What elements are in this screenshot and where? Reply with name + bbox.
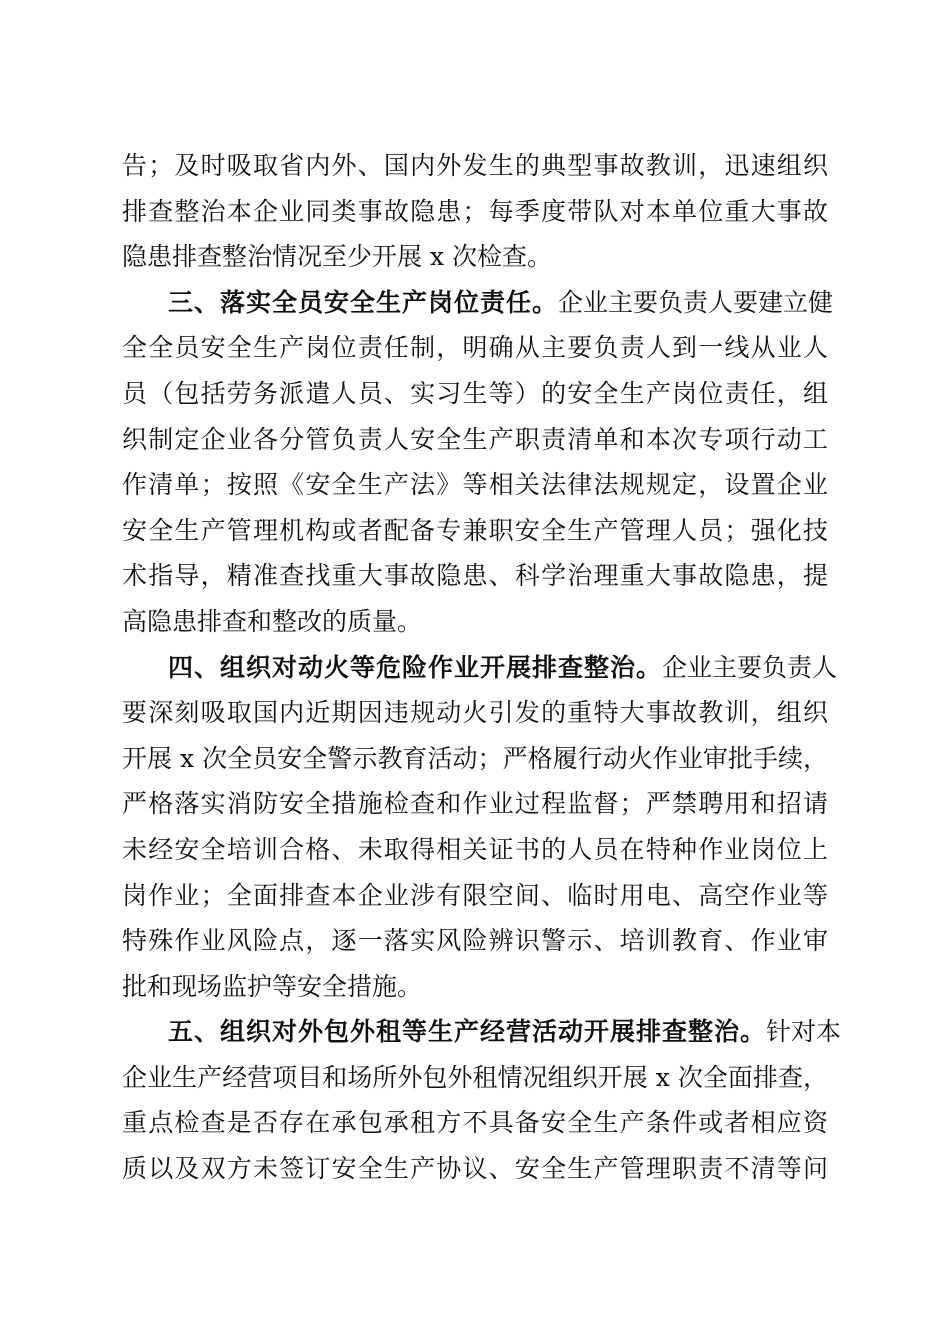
text-line: 高隐患排查和整改的质量。 xyxy=(122,606,423,636)
body-text: 针对本 xyxy=(766,1017,842,1047)
paragraph-section-3 xyxy=(122,280,834,645)
text-line: 要深刻吸取国内近期因违规动火引发的重特大事故教训，组织 xyxy=(122,698,828,728)
text-line: 未经安全培训合格、未取得相关证书的人员在特种作业岗位上 xyxy=(122,834,828,864)
paragraph-first-line xyxy=(122,645,838,691)
text-line: 织制定企业各分管负责人安全生产职责清单和本次专项行动工 xyxy=(122,424,828,454)
text-line: 开展 x 次全员安全警示教育活动；严格履行动火作业审批手续， xyxy=(122,743,828,773)
text-line: 排查整治本企业同类事故隐患；每季度带队对本单位重大事故 xyxy=(122,196,828,226)
text-line: 特殊作业风险点，逐一落实风险辨识警示、培训教育、作业审 xyxy=(122,926,828,956)
text-line: 隐患排查整治情况至少开展 x 次检查。 xyxy=(122,242,552,272)
text-line: 企业生产经营项目和场所外包外租情况组织开展 x 次全面排查， xyxy=(122,1062,828,1092)
body-text: 企业主要负责人 xyxy=(662,652,838,682)
section-heading: 四、组织对动火等危险作业开展排查整治。 xyxy=(168,652,663,682)
text-line: 岗作业；全面排查本企业涉有限空间、临时用电、高空作业等 xyxy=(122,880,828,910)
text-line: 重点检查是否存在承包承租方不具备安全生产条件或者相应资 xyxy=(122,1108,828,1138)
section-heading: 三、落实全员安全生产岗位责任。 xyxy=(168,287,559,317)
text-line: 全全员安全生产岗位责任制，明确从主要负责人到一线从业人 xyxy=(122,333,828,363)
text-line: 员（包括劳务派遣人员、实习生等）的安全生产岗位责任，组 xyxy=(122,378,828,408)
paragraph-first-line xyxy=(122,280,834,326)
text-line: 质以及双方未签订安全生产协议、安全生产管理职责不清等问 xyxy=(122,1154,828,1184)
body-text: 企业主要负责人要建立健 xyxy=(558,287,834,317)
text-line: 严格落实消防安全措施检查和作业过程监督；严禁聘用和招请 xyxy=(122,789,828,819)
paragraph-continuation xyxy=(122,143,828,280)
text-line: 术指导，精准查找重大事故隐患、科学治理重大事故隐患，提 xyxy=(122,561,828,591)
section-heading: 五、组织对外包外租等生产经营活动开展排查整治。 xyxy=(168,1017,767,1047)
text-line: 批和现场监护等安全措施。 xyxy=(122,971,423,1001)
text-line: 安全生产管理机构或者配备专兼职安全生产管理人员；强化技 xyxy=(122,515,828,545)
text-line: 作清单；按照《安全生产法》等相关法律法规规定，设置企业 xyxy=(122,470,828,500)
paragraph-section-5 xyxy=(122,1009,842,1191)
paragraph-first-line xyxy=(122,1009,842,1055)
text-line: 告；及时吸取省内外、国内外发生的典型事故教训，迅速组织 xyxy=(122,151,828,180)
document-page xyxy=(122,143,842,1192)
paragraph-section-4 xyxy=(122,645,838,1010)
